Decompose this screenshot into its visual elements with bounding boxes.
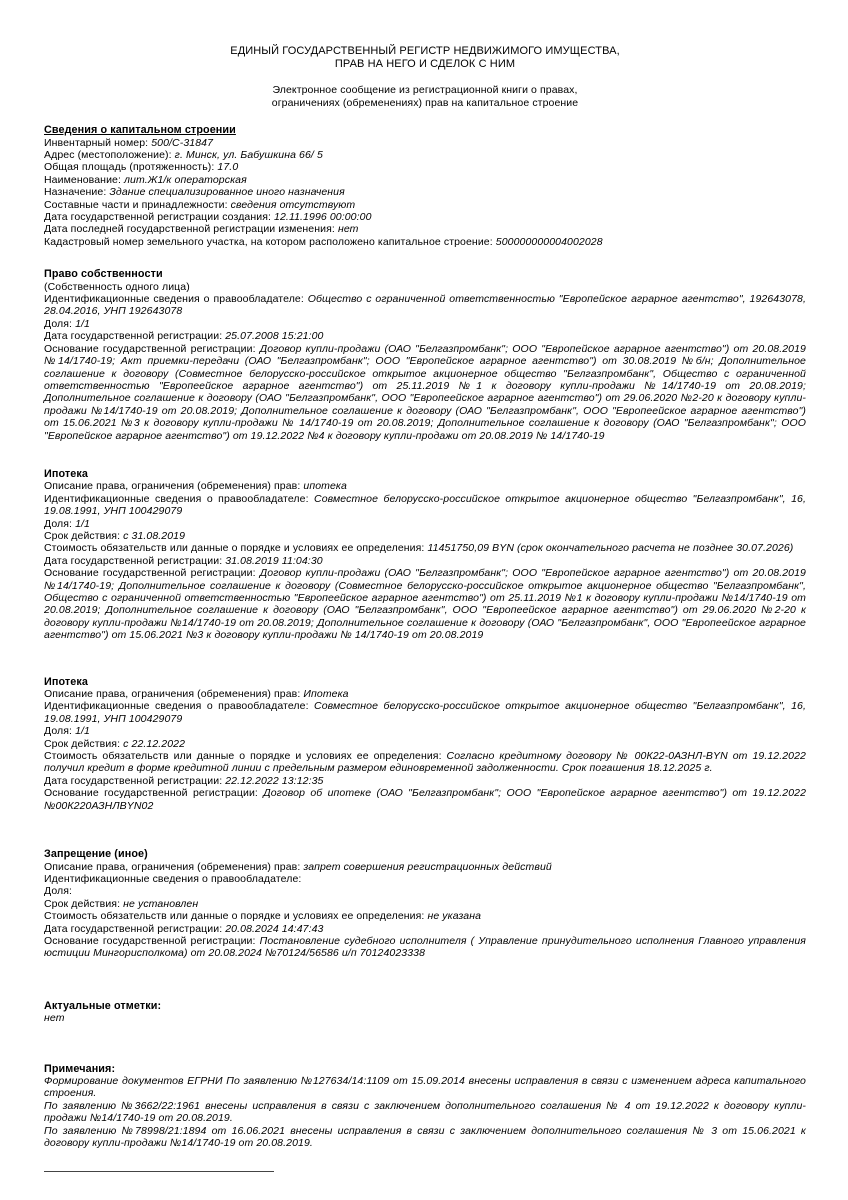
field-line — [44, 542, 806, 554]
field-value: 17.0 — [217, 161, 239, 174]
field-line — [44, 738, 806, 750]
field-value: 20.08.2024 14:47:43 — [225, 922, 324, 935]
actual-marks-value: нет — [44, 1012, 65, 1025]
field-label: Адрес (местоположение): — [44, 149, 175, 161]
section-heading-prohibition: Запрещение (иное) — [44, 848, 148, 861]
field-value: запрет совершения регистрационных действий — [303, 860, 552, 873]
field-label: Доля: — [44, 517, 76, 530]
field-value: с 31.08.2019 — [123, 529, 186, 542]
document-subtitle — [44, 84, 806, 109]
section-mortgage-2 — [44, 676, 806, 812]
field-value: Договор купли-продажи (ОАО "Белгазпромбанк"; ООО "Европейское аграрное агентство") от 20.08.2019 №14/1740-19; Дополнительное соглашение к договору (Совместное белорусско-российское открытое акционерное общество "Белгазпромбанк", Общество с ограниченной ответственностью "Европеейское аграрное агентство") от 25.11.2019 №1 к договору купли-продажи №14/1740-19 от 20.08.2019; Дополнительное соглашение к договору (ОАО "Белгазпромбанк", ООО "Европеейское аграрное агентство") от 29.06.2020 №2-20 к договору купли-продажи №14/1740-19 от 20.08.2019; Дополнительное соглашение к договору (ОАО "Белгазпромбанк", ООО "Европеейское аграрное агентство") от 15.06.2021 №3 к договору купли-продажи № 14/1740-19 от 20.08.2019 — [44, 567, 806, 642]
field-label: Описание права, ограничения (обременения) прав: — [44, 688, 304, 701]
section-heading-notes: Примечания: — [44, 1062, 116, 1075]
field-value: 12.11.1996 00:00:00 — [274, 211, 372, 224]
field-line — [44, 149, 806, 161]
section-building-info — [44, 124, 806, 248]
field-line — [44, 236, 806, 248]
field-line — [44, 137, 806, 149]
field-line — [44, 318, 806, 330]
field-line — [44, 330, 806, 342]
field-label: Идентификационные сведения о правообладателе: — [44, 293, 308, 306]
field-value: 500/С-31847 — [151, 136, 214, 149]
field-value: с 22.12.2022 — [123, 737, 186, 750]
field-label: Срок действия: — [44, 897, 124, 910]
section-notes — [44, 1063, 806, 1150]
field-label: Кадастровый номер земельного участка, на котором расположено капитальное строение: — [44, 235, 496, 248]
field-value: Здание специализированное иного назначения — [109, 186, 345, 199]
field-label: Срок действия: — [44, 529, 124, 542]
section-heading-mortgage-1: Ипотека — [44, 467, 89, 480]
section-heading-actual-marks: Актуальные отметки: — [44, 999, 162, 1012]
field-value: нет — [337, 223, 359, 236]
field-value: 22.12.2022 13:12:35 — [225, 774, 324, 787]
field-line — [44, 898, 806, 910]
field-line — [44, 787, 806, 812]
field-value: 1/1 — [75, 517, 90, 530]
field-value: не установлен — [123, 897, 199, 910]
ownership-subheading-text: (Собственность одного лица) — [44, 280, 190, 293]
field-line — [44, 923, 806, 935]
field-line — [44, 700, 806, 725]
field-label: Идентификационные сведения о правообладателе: — [44, 700, 315, 713]
field-label: Дата государственной регистрации: — [44, 330, 226, 343]
field-value: лит.Ж1/к операторская — [124, 173, 247, 186]
field-value: 31.08.2019 11:04:30 — [225, 554, 323, 567]
field-label: Общая площадь (протяженность): — [44, 161, 218, 174]
field-value: Договор об ипотеке (ОАО "Белгазпромбанк"; ООО "Европейское аграрное агентство") от 19.12.2022 №00К220АЗНЛBYN02 — [44, 787, 807, 812]
document-subtitle-line-1: Электронное сообщение из регистрационной книги о правах, — [272, 84, 578, 96]
notes-paragraph-list — [44, 1075, 806, 1149]
field-line — [44, 861, 806, 873]
field-value: не указана — [427, 910, 482, 923]
field-line — [44, 567, 806, 641]
field-label: Основание государственной регистрации: — [44, 787, 264, 800]
field-value: Ипотека — [303, 688, 349, 701]
field-label: Стоимость обязательств или данные о порядке и условиях ее определения: — [44, 750, 447, 763]
field-value: Общество с ограниченной ответственностью "Европейское аграрное агентство", 192643078, 28.04.2016, УНП 192643078 — [44, 293, 806, 318]
field-value: Постановление судебного исполнителя ( Управление принудительного исполнения Главного управления юстиции Мингорисполкома) от 20.08.2024 №70124/56586 и/п 70124023338 — [44, 934, 806, 960]
section-actual-marks — [44, 1000, 806, 1025]
field-label: Описание права, ограничения (обременения) прав: — [44, 480, 304, 493]
field-line — [44, 174, 806, 186]
field-label: Срок действия: — [44, 737, 124, 750]
field-line — [44, 493, 806, 518]
signature-line — [44, 1171, 274, 1172]
field-line — [44, 530, 806, 542]
field-line — [44, 199, 806, 211]
field-line — [44, 555, 806, 567]
field-label: Доля: — [44, 725, 76, 738]
note-paragraph: По заявлению №3662/22:1961 внесены исправления в связи с заключением дополнительного соглашения № 4 от 19.12.2022 к договору купли-продажи №14/1740-19 от 20.08.2019. — [44, 1099, 806, 1125]
field-label: Доля: — [44, 885, 73, 898]
field-line — [44, 910, 806, 922]
field-label: Основание государственной регистрации: — [44, 567, 260, 580]
actual-marks-value-line — [44, 1012, 806, 1024]
field-value: 1/1 — [75, 725, 90, 738]
field-line — [44, 161, 806, 173]
field-line — [44, 223, 806, 235]
field-label: Дата последней государственной регистрации изменения: — [44, 223, 338, 236]
field-value: Совместное белорусско-российское открытое акционерное общество "Белгазпромбанк", 16, 19.08.1991, УНП 100429079 — [44, 700, 806, 725]
field-line — [44, 293, 806, 318]
field-line — [44, 873, 806, 885]
field-label: Доля: — [44, 317, 76, 330]
field-value: Совместное белорусско-российское открытое акционерное общество "Белгазпромбанк", 16, 19.08.1991, УНП 100429079 — [44, 492, 806, 518]
field-value: сведения отсутствуют — [230, 198, 356, 211]
field-label: Основание государственной регистрации: — [44, 342, 260, 355]
field-line — [44, 480, 806, 492]
field-label: Стоимость обязательств или данные о порядке и условиях ее определения: — [44, 910, 428, 923]
field-value: 11451750,09 BYN (срок окончательного расчета не позднее 30.07.2026) — [427, 542, 794, 555]
prohibition-field-list — [44, 861, 806, 960]
section-prohibition — [44, 848, 806, 960]
mortgage-2-field-list — [44, 688, 806, 812]
ownership-subheading — [44, 281, 806, 293]
document-header — [44, 45, 806, 109]
section-mortgage-1 — [44, 468, 806, 642]
field-line — [44, 186, 806, 198]
section-heading-mortgage-2: Ипотека — [44, 675, 89, 688]
note-paragraph: Формирование документов ЕГРНИ По заявлению №127634/14:1109 от 15.09.2014 внесены исправления в связи с изменением адреса капитального строения. — [44, 1074, 806, 1100]
field-label: Назначение: — [44, 186, 110, 199]
field-line — [44, 885, 806, 897]
field-value: Договор купли-продажи (ОАО "Белгазпромбанк"; ООО "Европейское аграрное агентство") от 20.08.2019 №14/1740-19; Акт приемки-передачи (ОАО "Белгазпромбанк"; ООО "Европейское аграрное агентство") от 30.08.2019 №б/н; Дополнительное соглашение к договору (Совместное белорусско-российское открытое акционерное общество "Белгазпромбанк", Общество с ограниченной ответственностью "Европеейское аграрное агентство") от 25.11.2019 №1 к договору купли-продажи №14/1740-19 от 20.08.2019; Дополнительное соглашение к договору (ОАО "Белгазпромбанк", ООО "Европеейское аграрное агентство") от 29.06.2020 №2-20 к договору купли-продажи №14/1740-19 от 20.08.2019; Дополнительное соглашение к договору (ОАО "Белгазпромбанк", ООО "Европеейское аграрное агентство") от 15.06.2021 №3 к договору купли-продажи № 14/1740-19 от 20.08.2019; Дополнительное соглашение к договору (ОАО "Белгазпромбанк"; ООО "Европейское аграрное агентство") от 19.12.2022 №4 к договору купли-продажи от 20.08.2019 № 14/1740-19 — [44, 342, 806, 442]
document-title-line-1: ЕДИНЫЙ ГОСУДАРСТВЕННЫЙ РЕГИСТР НЕДВИЖИМОГО ИМУЩЕСТВА, — [230, 45, 620, 57]
field-label: Инвентарный номер: — [44, 136, 152, 149]
document-title-line-2: ПРАВ НА НЕГО И СДЕЛОК С НИМ — [334, 58, 516, 70]
note-paragraph: По заявлению №78998/21:1894 от 16.06.2021 внесены исправления в связи с заключением дополнительного соглашения № 3 от 15.06.2021 к договору купли-продажи №14/1740-19 от 20.08.2019. — [44, 1124, 806, 1149]
field-line — [44, 750, 806, 775]
field-label: Стоимость обязательств или данные о порядке и условиях ее определения: — [44, 542, 428, 555]
mortgage-1-field-list — [44, 480, 806, 641]
building-field-list — [44, 137, 806, 249]
field-label: Дата государственной регистрации: — [44, 774, 226, 787]
section-ownership — [44, 268, 806, 442]
field-value: ипотека — [303, 480, 347, 493]
field-line — [44, 211, 806, 223]
field-label: Дата государственной регистрации: — [44, 554, 226, 567]
field-value: г. Минск, ул. Бабушкина 66/ 5 — [174, 149, 323, 161]
field-value: 25.07.2008 15:21:00 — [225, 330, 324, 343]
field-label: Составные части и принадлежности: — [44, 198, 231, 211]
field-line — [44, 935, 806, 960]
field-line — [44, 725, 806, 737]
document-subtitle-line-2: ограничениях (обременениях) прав на капитальное строение — [271, 96, 579, 109]
field-label: Дата государственной регистрации создания: — [44, 211, 275, 224]
field-line — [44, 688, 806, 700]
field-label: Идентификационные сведения о правообладателе: — [44, 872, 302, 885]
ownership-field-list — [44, 293, 806, 442]
field-line — [44, 518, 806, 530]
field-value: 1/1 — [75, 317, 90, 330]
field-label: Идентификационные сведения о правообладателе: — [44, 492, 315, 505]
field-value: 500000000004002028 — [495, 235, 603, 248]
document-title — [44, 45, 806, 71]
section-heading-ownership: Право собственности — [44, 268, 163, 281]
field-line — [44, 775, 806, 787]
field-label: Дата государственной регистрации: — [44, 922, 226, 935]
field-value: Согласно кредитному договору № 00К22-0АЗНЛ-BYN от 19.12.2022 получил кредит в форме кредитной линии с предельным размером единовременной задолженности. Срок погашения 18.12.2025 г. — [44, 750, 806, 775]
field-label: Основание государственной регистрации: — [44, 934, 260, 947]
field-label: Описание права, ограничения (обременения) прав: — [44, 860, 304, 873]
field-label: Наименование: — [44, 173, 125, 186]
field-line — [44, 343, 806, 442]
section-heading-building: Сведения о капитальном строении — [44, 124, 236, 137]
